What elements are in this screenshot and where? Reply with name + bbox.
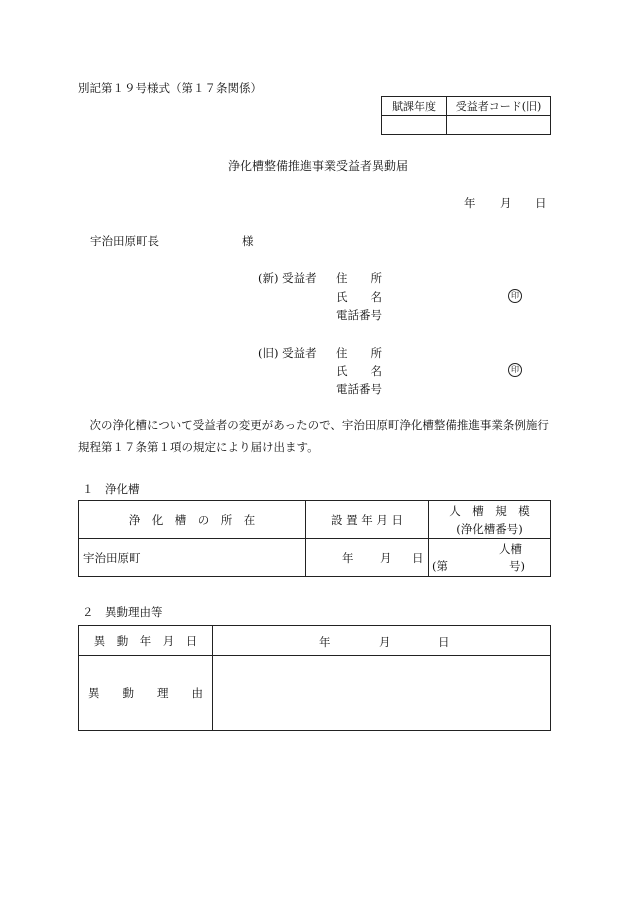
beneficiary-code-header: 受益者コード(旧): [447, 97, 551, 116]
location-header: 浄 化 槽 の 所 在: [79, 501, 306, 539]
septic-tank-table: [78, 500, 551, 577]
change-day-label: 日: [438, 635, 450, 649]
old-address-label: 住 所: [336, 346, 382, 360]
new-name-label: 氏 名: [336, 290, 382, 304]
new-seal-icon: 印: [508, 289, 522, 303]
install-date-header: 設 置 年 月 日: [306, 501, 429, 539]
fiscal-year-field[interactable]: [382, 116, 447, 135]
persons-label: 人槽: [499, 542, 522, 556]
old-phone-label: 電話番号: [336, 382, 382, 396]
new-phone-label: 電話番号: [336, 308, 382, 322]
beneficiary-code-field[interactable]: [447, 116, 551, 135]
document-title: 浄化槽整備推進事業受益者異動届: [228, 159, 409, 173]
old-name-label: 氏 名: [336, 364, 382, 378]
scale-cell[interactable]: [429, 539, 551, 577]
change-date-label: 異 動 年 月 日: [79, 626, 213, 656]
change-reason-table: [78, 625, 551, 731]
scale-header-line2: (浄化槽番号): [456, 521, 523, 536]
new-address-label: 住 所: [336, 271, 382, 285]
body-paragraph: 次の浄化槽について受益者の変更があったので、宇治田原町浄化槽整備推進事業条例施行規程第１７条第１項の規定により届け出ます。: [78, 418, 549, 454]
fiscal-year-header: 賦課年度: [382, 97, 447, 116]
install-year-label: 年: [342, 551, 354, 565]
change-year-label: 年: [319, 635, 331, 649]
date-year: 年: [464, 196, 476, 210]
form-number: 別記第１９号様式（第１７条関係）: [78, 81, 262, 95]
section1-heading: １ 浄化槽: [82, 482, 140, 496]
change-date-cell[interactable]: [213, 626, 551, 656]
change-reason-cell[interactable]: [213, 656, 551, 731]
change-month-label: 月: [379, 635, 391, 649]
date-day: 日: [535, 196, 547, 210]
change-reason-label: 異 動 理 由: [79, 656, 213, 731]
scale-header-line1: 人 槽 規 模: [449, 503, 530, 518]
install-date-cell[interactable]: [306, 539, 429, 577]
location-cell[interactable]: [79, 539, 306, 577]
tank-number-close: 号): [509, 559, 525, 573]
fiscal-code-table: [381, 96, 551, 135]
date-month: 月: [500, 196, 512, 210]
location-prefix: 宇治田原町: [83, 550, 141, 565]
new-beneficiary-label: (新) 受益者: [258, 271, 317, 285]
old-seal-icon: 印: [508, 363, 522, 377]
tank-number-open: (第: [432, 559, 448, 573]
addressee-name: 宇治田原町長: [90, 234, 159, 248]
install-day-label: 日: [412, 551, 424, 565]
scale-header: [429, 501, 551, 539]
addressee-honorific: 様: [242, 234, 254, 248]
install-month-label: 月: [380, 551, 392, 565]
section2-heading: ２ 異動理由等: [82, 605, 163, 619]
old-beneficiary-label: (旧) 受益者: [258, 346, 317, 360]
